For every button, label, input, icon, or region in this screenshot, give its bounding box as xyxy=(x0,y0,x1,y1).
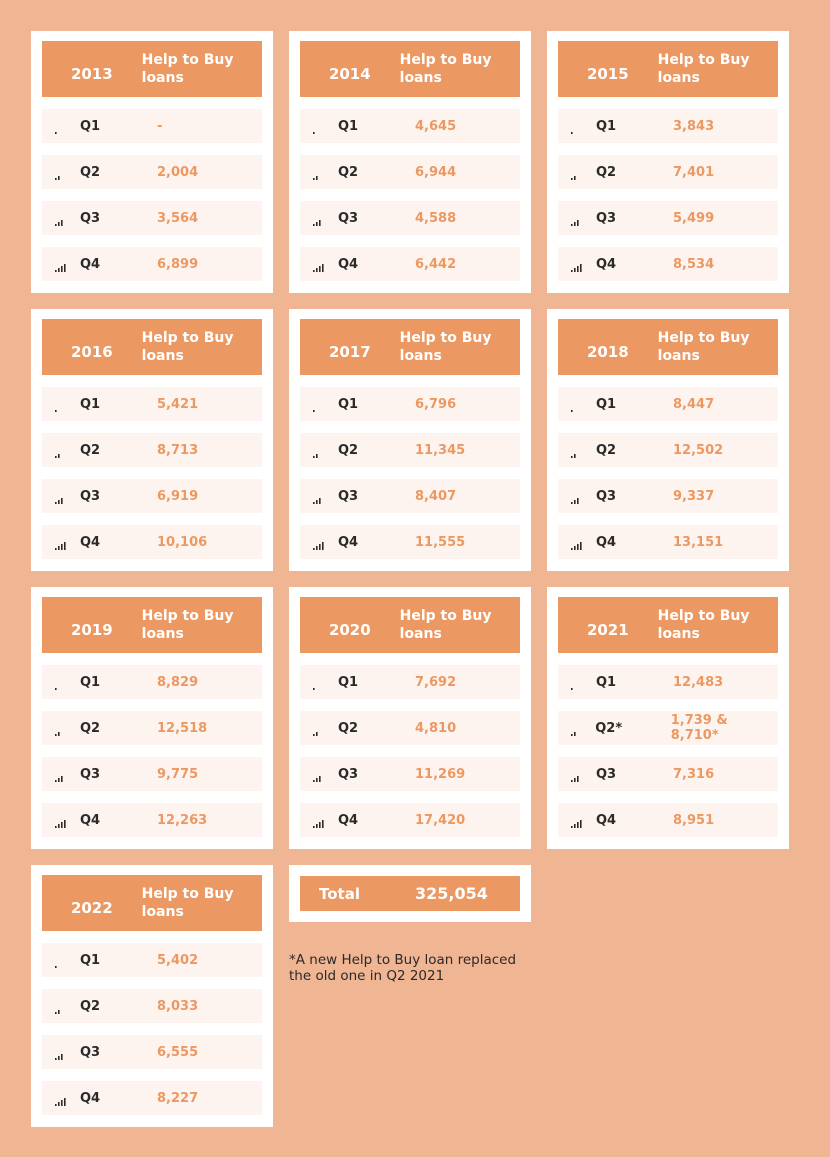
card-header xyxy=(300,597,520,653)
loan-value: 5,421 xyxy=(157,396,199,412)
year-label: 2021 xyxy=(586,621,629,639)
signal-bars-icon xyxy=(42,951,80,969)
signal-bars-icon xyxy=(300,811,338,829)
signal-bars-icon xyxy=(558,395,596,413)
table-row xyxy=(558,803,778,837)
signal-bars-icon xyxy=(558,811,596,829)
signal-bars-icon xyxy=(300,117,338,135)
quarter-label: Q2 xyxy=(80,720,101,736)
card-header xyxy=(558,41,778,97)
card-header xyxy=(42,319,262,375)
quarter-label: Q4 xyxy=(80,256,101,272)
year-label: 2020 xyxy=(328,621,371,639)
quarter-label: Q1 xyxy=(596,396,617,412)
loan-value: 12,518 xyxy=(157,720,208,736)
card-header xyxy=(42,41,262,97)
loan-value: 8,447 xyxy=(673,396,715,412)
year-label: 2022 xyxy=(70,899,113,917)
loan-value: 4,588 xyxy=(415,210,457,226)
table-row xyxy=(42,943,262,977)
quarter-label: Q2 xyxy=(80,998,101,1014)
table-row xyxy=(558,433,778,467)
signal-bars-icon xyxy=(558,209,596,227)
quarter-label: Q4 xyxy=(80,1090,101,1106)
signal-bars-icon xyxy=(558,719,595,737)
loan-value: 8,033 xyxy=(157,998,199,1014)
quarter-label: Q4 xyxy=(80,812,101,828)
loan-value: 6,796 xyxy=(415,396,457,412)
loan-value: 8,713 xyxy=(157,442,199,458)
table-row xyxy=(42,387,262,421)
signal-bars-icon xyxy=(300,395,338,413)
signal-bars-icon xyxy=(42,533,80,551)
quarter-label: Q4 xyxy=(338,256,359,272)
table-row xyxy=(42,665,262,699)
signal-bars-icon xyxy=(558,163,596,181)
column-label: Help to Buy loans xyxy=(657,330,750,364)
signal-bars-icon xyxy=(42,441,80,459)
year-label: 2017 xyxy=(328,343,371,361)
quarter-label: Q2* xyxy=(595,720,623,736)
column-label: Help to Buy loans xyxy=(657,52,750,86)
signal-bars-icon xyxy=(300,209,338,227)
quarter-label: Q3 xyxy=(338,766,359,782)
loan-value: 11,269 xyxy=(415,766,466,782)
signal-bars-icon xyxy=(42,673,80,691)
card-header xyxy=(558,597,778,653)
loan-value: 3,564 xyxy=(157,210,199,226)
signal-bars-icon xyxy=(558,441,596,459)
loan-value: 10,106 xyxy=(157,534,208,550)
table-row xyxy=(300,757,520,791)
loan-value: 6,919 xyxy=(157,488,199,504)
loan-value: 9,337 xyxy=(673,488,715,504)
card-header xyxy=(42,597,262,653)
loan-value: 4,810 xyxy=(415,720,457,736)
quarter-label: Q1 xyxy=(338,118,359,134)
loan-value: 4,645 xyxy=(415,118,457,134)
signal-bars-icon xyxy=(42,487,80,505)
year-card-2016 xyxy=(31,309,273,571)
year-card-2014 xyxy=(289,31,531,293)
loan-value: 11,345 xyxy=(415,442,466,458)
column-label: Help to Buy loans xyxy=(399,330,492,364)
signal-bars-icon xyxy=(558,117,596,135)
signal-bars-icon xyxy=(558,765,596,783)
year-label: 2015 xyxy=(586,65,629,83)
signal-bars-icon xyxy=(300,533,338,551)
table-row xyxy=(558,201,778,235)
table-row xyxy=(558,525,778,559)
loan-value: 8,227 xyxy=(157,1090,199,1106)
table-row xyxy=(558,109,778,143)
signal-bars-icon xyxy=(42,255,80,273)
quarter-label: Q4 xyxy=(596,812,617,828)
year-card-2022 xyxy=(31,865,273,1127)
table-row xyxy=(42,433,262,467)
table-row xyxy=(300,525,520,559)
loan-value: 2,004 xyxy=(157,164,199,180)
footnote: *A new Help to Buy loan replaced the old one in Q2 2021 xyxy=(289,952,517,984)
quarter-label: Q2 xyxy=(80,164,101,180)
loan-value: 7,692 xyxy=(415,674,457,690)
signal-bars-icon xyxy=(42,395,80,413)
total-value: 325,054 xyxy=(415,884,488,903)
quarter-label: Q2 xyxy=(338,164,359,180)
signal-bars-icon xyxy=(42,209,80,227)
quarter-label: Q1 xyxy=(596,674,617,690)
loan-value: 8,407 xyxy=(415,488,457,504)
table-row xyxy=(558,711,778,745)
table-row xyxy=(558,479,778,513)
card-header xyxy=(300,319,520,375)
card-header xyxy=(300,41,520,97)
table-row xyxy=(558,387,778,421)
quarter-label: Q2 xyxy=(338,720,359,736)
signal-bars-icon xyxy=(42,1089,80,1107)
table-row xyxy=(42,989,262,1023)
quarter-label: Q2 xyxy=(338,442,359,458)
signal-bars-icon xyxy=(42,117,80,135)
quarter-label: Q4 xyxy=(80,534,101,550)
signal-bars-icon xyxy=(558,673,596,691)
signal-bars-icon xyxy=(42,997,80,1015)
year-label: 2013 xyxy=(70,65,113,83)
loan-value: 5,499 xyxy=(673,210,715,226)
quarter-label: Q1 xyxy=(80,674,101,690)
year-card-2021 xyxy=(547,587,789,849)
column-label: Help to Buy loans xyxy=(141,330,234,364)
year-label: 2019 xyxy=(70,621,113,639)
quarter-label: Q2 xyxy=(596,442,617,458)
table-row xyxy=(42,155,262,189)
loan-value: 17,420 xyxy=(415,812,466,828)
quarter-label: Q1 xyxy=(80,118,101,134)
signal-bars-icon xyxy=(558,255,596,273)
quarter-label: Q1 xyxy=(338,674,359,690)
year-card-2020 xyxy=(289,587,531,849)
table-row xyxy=(558,155,778,189)
loan-value: 13,151 xyxy=(673,534,724,550)
column-label: Help to Buy loans xyxy=(141,52,234,86)
loan-value: 7,316 xyxy=(673,766,715,782)
table-row xyxy=(42,711,262,745)
quarter-label: Q2 xyxy=(596,164,617,180)
loan-value: 9,775 xyxy=(157,766,199,782)
quarter-label: Q1 xyxy=(596,118,617,134)
loan-value: 7,401 xyxy=(673,164,715,180)
table-row xyxy=(300,109,520,143)
loan-value: 11,555 xyxy=(415,534,466,550)
quarter-label: Q3 xyxy=(80,1044,101,1060)
table-row xyxy=(300,711,520,745)
table-row xyxy=(300,803,520,837)
table-row xyxy=(300,665,520,699)
table-row xyxy=(42,247,262,281)
table-row xyxy=(300,433,520,467)
loan-value: 12,502 xyxy=(673,442,724,458)
column-label: Help to Buy loans xyxy=(399,608,492,642)
loan-value: 8,951 xyxy=(673,812,715,828)
column-label: Help to Buy loans xyxy=(141,608,234,642)
year-label: 2016 xyxy=(70,343,113,361)
quarter-label: Q1 xyxy=(80,952,101,968)
signal-bars-icon xyxy=(300,163,338,181)
quarter-label: Q4 xyxy=(596,256,617,272)
signal-bars-icon xyxy=(300,673,338,691)
year-label: 2014 xyxy=(328,65,371,83)
table-row xyxy=(42,1035,262,1069)
loan-value: 12,263 xyxy=(157,812,208,828)
loan-value: 1,739 & 8,710* xyxy=(670,713,728,743)
quarter-label: Q3 xyxy=(80,766,101,782)
quarter-label: Q3 xyxy=(596,488,617,504)
total-bar xyxy=(300,876,520,911)
signal-bars-icon xyxy=(558,487,596,505)
table-row xyxy=(558,665,778,699)
table-row xyxy=(42,803,262,837)
loan-value: 6,555 xyxy=(157,1044,199,1060)
column-label: Help to Buy loans xyxy=(657,608,750,642)
quarter-label: Q1 xyxy=(338,396,359,412)
table-row xyxy=(300,155,520,189)
quarter-label: Q3 xyxy=(596,210,617,226)
table-row xyxy=(42,1081,262,1115)
column-label: Help to Buy loans xyxy=(141,886,234,920)
quarter-label: Q3 xyxy=(338,210,359,226)
signal-bars-icon xyxy=(300,441,338,459)
table-row xyxy=(300,247,520,281)
table-row xyxy=(300,201,520,235)
column-label: Help to Buy loans xyxy=(399,52,492,86)
table-row xyxy=(558,757,778,791)
quarter-label: Q3 xyxy=(596,766,617,782)
signal-bars-icon xyxy=(558,533,596,551)
table-row xyxy=(300,479,520,513)
signal-bars-icon xyxy=(42,765,80,783)
signal-bars-icon xyxy=(42,1043,80,1061)
signal-bars-icon xyxy=(42,719,80,737)
quarter-label: Q3 xyxy=(80,210,101,226)
loan-value: 8,829 xyxy=(157,674,199,690)
signal-bars-icon xyxy=(42,163,80,181)
signal-bars-icon xyxy=(300,487,338,505)
table-row xyxy=(558,247,778,281)
signal-bars-icon xyxy=(42,811,80,829)
loan-value: 6,442 xyxy=(415,256,457,272)
year-card-2017 xyxy=(289,309,531,571)
quarter-label: Q4 xyxy=(338,812,359,828)
year-card-2019 xyxy=(31,587,273,849)
card-header xyxy=(558,319,778,375)
year-card-2013 xyxy=(31,31,273,293)
card-header xyxy=(42,875,262,931)
loan-value: 12,483 xyxy=(673,674,724,690)
quarter-label: Q3 xyxy=(80,488,101,504)
quarter-label: Q3 xyxy=(338,488,359,504)
quarter-label: Q4 xyxy=(596,534,617,550)
year-card-2015 xyxy=(547,31,789,293)
loan-value: 6,944 xyxy=(415,164,457,180)
loan-value: 6,899 xyxy=(157,256,199,272)
table-row xyxy=(42,525,262,559)
loan-value: 3,843 xyxy=(673,118,715,134)
year-card-2018 xyxy=(547,309,789,571)
table-row xyxy=(42,201,262,235)
total-card xyxy=(289,865,531,922)
quarter-label: Q1 xyxy=(80,396,101,412)
loan-value: - xyxy=(157,118,163,134)
table-row xyxy=(42,109,262,143)
loan-value: 8,534 xyxy=(673,256,715,272)
table-row xyxy=(42,479,262,513)
year-label: 2018 xyxy=(586,343,629,361)
table-row xyxy=(42,757,262,791)
total-label: Total xyxy=(319,884,360,903)
signal-bars-icon xyxy=(300,255,338,273)
quarter-label: Q4 xyxy=(338,534,359,550)
loan-value: 5,402 xyxy=(157,952,199,968)
table-row xyxy=(300,387,520,421)
quarter-label: Q2 xyxy=(80,442,101,458)
signal-bars-icon xyxy=(300,719,338,737)
signal-bars-icon xyxy=(300,765,338,783)
